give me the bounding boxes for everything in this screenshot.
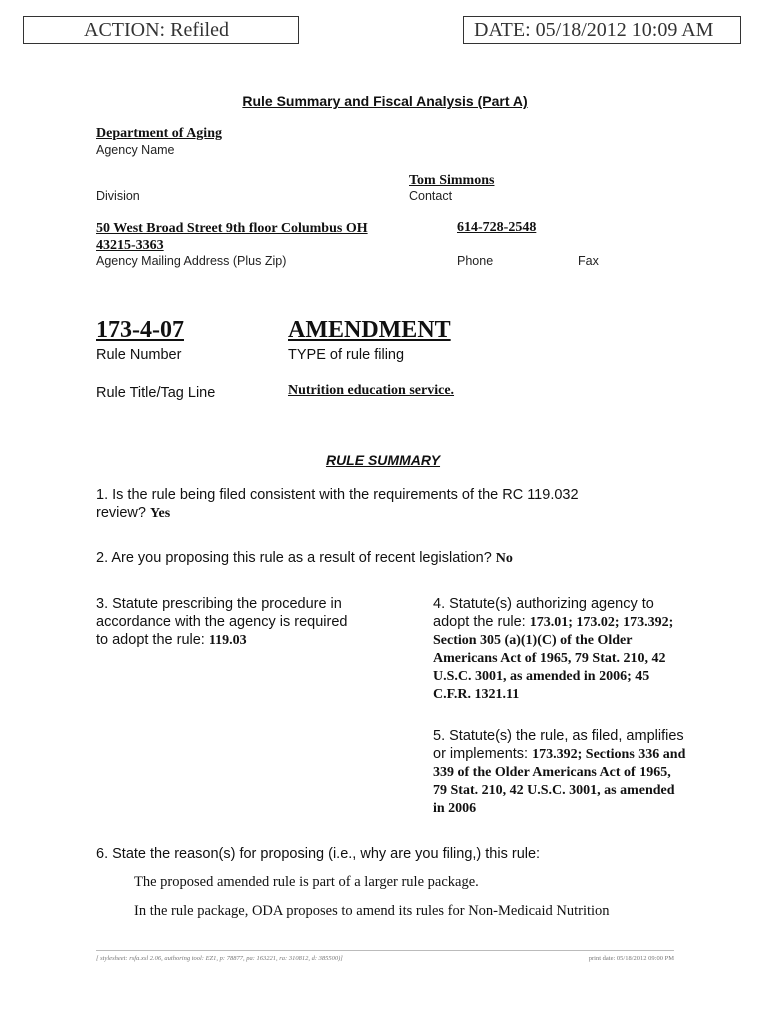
- phone-label: Phone: [457, 254, 494, 268]
- question-5-line1: 5. Statute(s) the rule, as filed, amplifies: [433, 728, 684, 744]
- question-6: 6. State the reason(s) for proposing (i.e., why are you filing,) this rule:: [96, 846, 541, 862]
- summary-heading: RULE SUMMARY: [325, 452, 441, 468]
- rule-title: Nutrition education service.: [288, 383, 455, 398]
- question-5-line2: or implements:: [433, 746, 529, 762]
- question-3-line3: to adopt the rule:: [96, 632, 205, 648]
- question-3-line1: 3. Statute prescribing the procedure in: [96, 596, 342, 612]
- footer-rule: [96, 950, 674, 951]
- footer-meta: [ stylesheet: rsfa.xsl 2.06, authoring tool: EZ1, p: 78877, pa: 163221, ra: 310812, d: 385500)]: [96, 955, 343, 962]
- question-2-answer: No: [495, 551, 513, 566]
- division-label: Division: [96, 189, 140, 203]
- question-2-text: 2. Are you proposing this rule as a result of recent legislation?: [96, 550, 492, 566]
- question-5-answer-4: in 2006: [433, 801, 477, 816]
- reason-paragraph-2: In the rule package, ODA proposes to amend its rules for Non-Medicaid Nutrition: [134, 903, 610, 919]
- question-1: [96, 486, 579, 523]
- print-date: print date: 05/18/2012 09:00 PM: [588, 955, 674, 962]
- page-title: Rule Summary and Fiscal Analysis (Part A): [242, 93, 528, 109]
- question-5-answer-2: 339 of the Older Americans Act of 1965,: [433, 765, 671, 780]
- question-5-answer-3: 79 Stat. 210, 42 U.S.C. 3001, as amended: [433, 783, 675, 798]
- fax-label: Fax: [578, 254, 599, 268]
- reason-paragraph-1: The proposed amended rule is part of a larger rule package.: [134, 874, 479, 890]
- contact-name: Tom Simmons: [409, 173, 495, 188]
- phone-number: 614-728-2548: [457, 220, 537, 235]
- action-box: [23, 16, 299, 44]
- date-box: [463, 16, 741, 44]
- address-line2: 43215-3363: [96, 238, 164, 253]
- contact-label: Contact: [409, 189, 453, 203]
- question-1-answer: Yes: [150, 506, 171, 521]
- rule-type-label: TYPE of rule filing: [288, 347, 405, 363]
- date-text: DATE: 05/18/2012 10:09 AM: [474, 19, 714, 41]
- question-4: [433, 595, 673, 704]
- question-3-line2: accordance with the agency is required: [96, 614, 348, 630]
- question-3: [96, 595, 347, 650]
- rule-number: 173-4-07: [96, 317, 184, 343]
- address-line1: 50 West Broad Street 9th floor Columbus OH: [96, 221, 368, 236]
- address-label: Agency Mailing Address (Plus Zip): [96, 254, 287, 268]
- rule-number-label: Rule Number: [96, 347, 182, 363]
- agency-name: Department of Aging: [96, 126, 222, 141]
- question-4-answer-4: U.S.C. 3001, as amended in 2006; 45: [433, 669, 650, 684]
- question-4-answer-3: Americans Act of 1965, 79 Stat. 210, 42: [433, 651, 666, 666]
- agency-address: [96, 220, 368, 254]
- question-4-answer-2: Section 305 (a)(1)(C) of the Older: [433, 633, 633, 648]
- question-4-line2: adopt the rule:: [433, 614, 526, 630]
- question-5: [433, 727, 685, 818]
- question-1-line1: 1. Is the rule being filed consistent with the requirements of the RC 119.032: [96, 487, 579, 503]
- rule-type: AMENDMENT: [288, 317, 451, 343]
- question-4-answer-5: C.F.R. 1321.11: [433, 687, 520, 702]
- agency-name-label: Agency Name: [96, 143, 175, 157]
- question-5-answer-1: 173.392; Sections 336 and: [532, 747, 686, 762]
- action-text: ACTION: Refiled: [84, 19, 229, 41]
- rule-title-label: Rule Title/Tag Line: [96, 385, 216, 401]
- question-3-answer: 119.03: [208, 633, 247, 648]
- question-1-line2: review?: [96, 505, 146, 521]
- question-4-line1: 4. Statute(s) authorizing agency to: [433, 596, 654, 612]
- question-4-answer-1: 173.01; 173.02; 173.392;: [529, 615, 674, 630]
- question-2: [96, 549, 513, 568]
